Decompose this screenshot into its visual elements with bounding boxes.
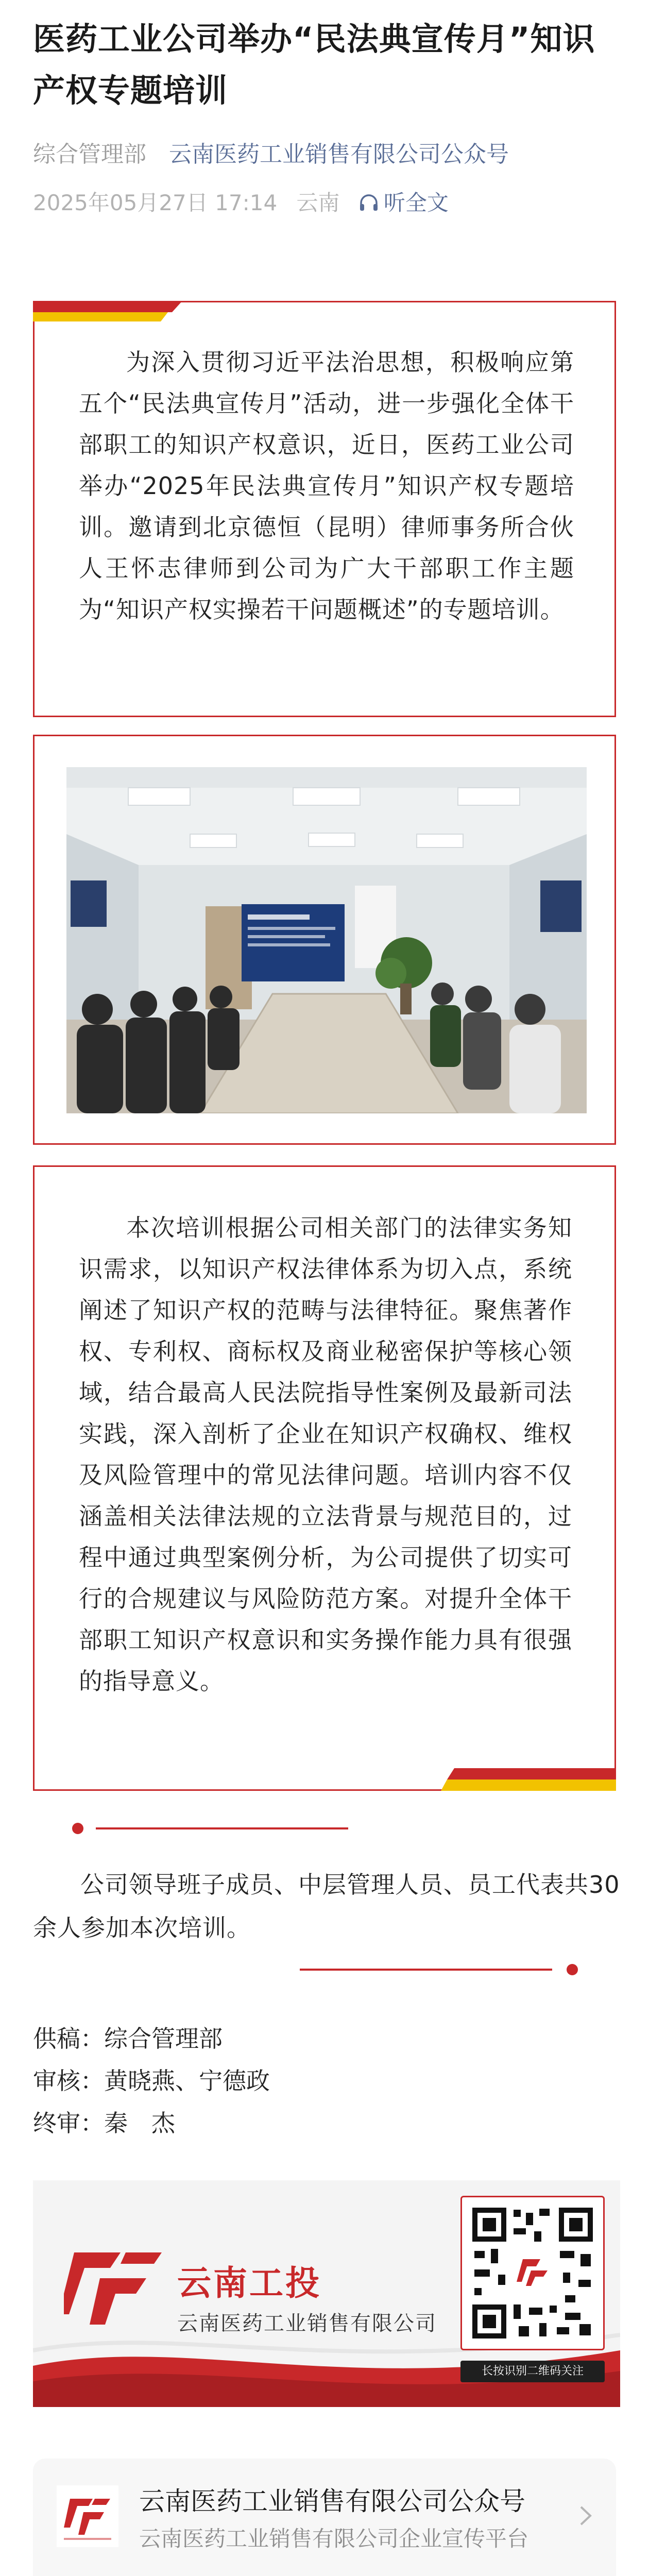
article-publish-info [33,188,449,218]
account-link[interactable]: 云南医药工业销售有限公司公众号 [169,141,509,167]
qr-code[interactable] [460,2196,605,2350]
credit-supply: 供稿：综合管理部 [33,2025,223,2053]
qr-code-icon [462,2197,603,2349]
listen-label: 听全文 [383,190,449,215]
publish-datetime: 2025年05月27日 17:14 [33,190,278,215]
photo-box [33,735,616,1145]
credit-final: 终审：秦 杰 [33,2109,175,2137]
article-meta [33,139,509,170]
body-box [33,1165,616,1791]
article-title: 医药工业公司举办“民法典宣传月”知识产权专题培训 [33,20,595,109]
qr-caption: 长按识别二维码关注 [460,2361,605,2382]
attendance-paragraph: 公司领导班子成员、中层管理人员、员工代表共30余人参加本次培训。 [33,1871,620,1942]
divider-line-left [96,1827,348,1829]
body-paragraph: 本次培训根据公司相关部门的法律实务知识需求，以知识产权法律体系为切入点，系统阐述了知识产权的范畴与法律特征。聚焦著作权、专利权、商标权及商业秘密保护等核心领域，结合最高人民法院指导性案例及最新司法实践，深入剖析了企业在知识产权确权、维权及风险管理中的常见法律问题。培训内容不仅涵盖相关法律法规的立法背景与规范目的，过程中通过典型案例分析，为公司提供了切实可行的合规建议与风险防范方案。对提升全体干部职工知识产权意识和实务操作能力具有很强的指导意义。 [79,1214,572,1695]
listen-button[interactable] [359,190,449,215]
article-author: 综合管理部 [33,141,146,167]
divider-line-right [300,1969,552,1971]
account-logo-icon [57,2485,118,2547]
chevron-right-icon[interactable] [578,2503,593,2529]
headphone-icon [359,194,379,212]
corner-ribbon-top [33,301,182,321]
intro-box [33,301,616,717]
training-photo [66,767,587,1113]
credit-review: 审核：黄晓燕、宁德政 [33,2067,270,2095]
divider-dot-left [72,1823,83,1834]
intro-paragraph: 为深入贯彻习近平法治思想，积极响应第五个“民法典宣传月”活动，进一步强化全体干部职工的知识产权意识，近日，医药工业公司举办“2025年民法典宣传月”知识产权专题培训。邀请到北京德恒（昆明）律师事务所合伙人王怀志律师到公司为广大干部职工作主题为“知识产权实操若干问题概述”的专题培训。 [79,348,574,623]
banner-company: 云南医药工业销售有限公司 [177,2312,437,2335]
banner-logo-icon [64,2252,162,2325]
account-name: 云南医药工业销售有限公司公众号 [139,2486,525,2516]
account-card[interactable] [33,2459,616,2576]
training-room-illustration [66,767,587,1113]
divider-dot-right [567,1964,578,1975]
credits [33,2018,270,2144]
account-description: 云南医药工业销售有限公司企业宣传平台 [139,2526,529,2551]
company-banner [33,2180,620,2407]
banner-brand: 云南工投 [177,2263,321,2303]
publish-location: 云南 [296,190,340,215]
corner-ribbon-bottom [441,1768,616,1791]
